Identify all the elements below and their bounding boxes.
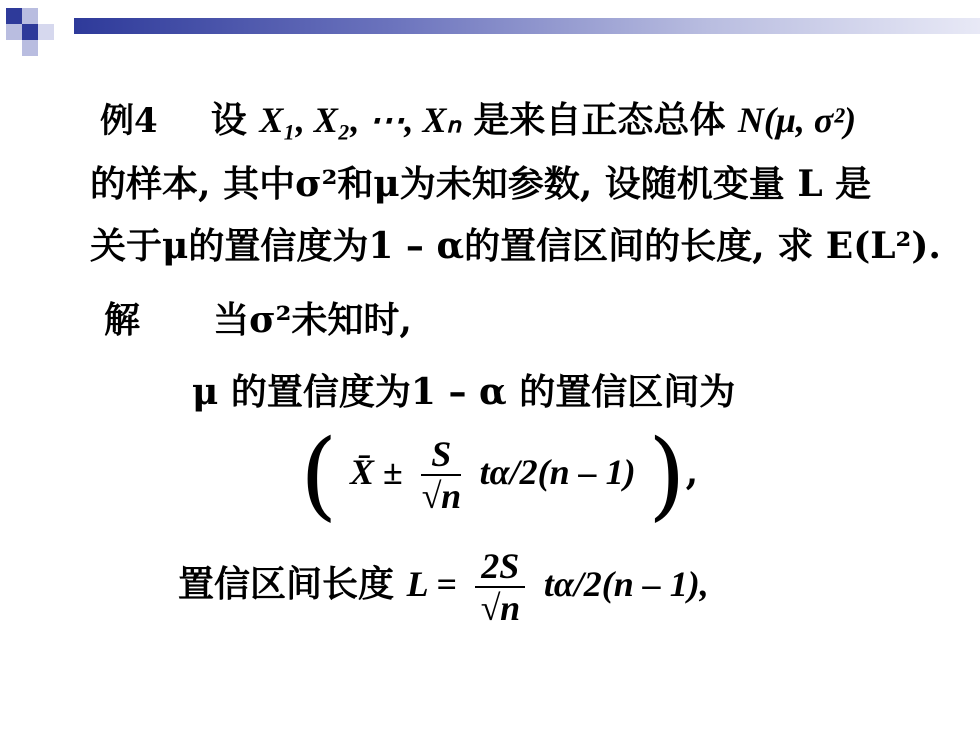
example-label: 例4 [100,101,158,141]
example-line-3 [90,222,941,270]
solution-text: 当σ²未知时, [213,299,412,341]
interval-fraction [421,434,461,516]
length-fraction [475,546,525,628]
solution-text: μ 的置信度为1 – α 的置信区间为 [192,371,736,413]
corner-square-dark [6,8,22,24]
length-prefix: 置信区间长度 [178,563,395,605]
length-var: L = [406,564,457,604]
corner-square-light [22,8,38,24]
length-rhs: tα/2(n – 1), [543,564,709,604]
fraction-denominator: √n [480,588,521,628]
normal-population: N(μ, σ²) [737,100,857,140]
example-text: 关于μ的置信度为1 – α的置信区间的长度, 求 E(L²). [90,225,941,267]
fraction-denominator: √n [421,476,462,516]
example-text: 是来自正态总体 [473,99,726,141]
corner-square-dark [22,24,38,40]
interval-formula: ( X̄ ± $\frac{S}{√n}$ tα/2(n – 1) ), [300,419,699,531]
solution-line-2 [192,368,735,416]
sample-variables: X₁, X₂, ⋯, Xₙ [259,100,461,140]
length-formula [178,544,709,628]
interval-lhs: X̄ ± [350,452,403,492]
example-line-2 [90,160,871,208]
fraction-numerator: 2S [475,546,525,588]
example-line-1 [100,96,856,145]
header-bar [74,18,980,34]
example-text: 的样本, 其中σ²和μ为未知参数, 设随机变量 L 是 [90,163,872,205]
example-text: 设 [210,99,247,141]
fraction-numerator: S [421,434,461,476]
solution-label: 解 [104,299,141,341]
corner-square-light [38,24,54,40]
corner-square-light [6,24,22,40]
solution-line-1 [104,296,412,344]
corner-square-light [22,40,38,56]
interval-tail: , [685,451,699,493]
interval-rhs: tα/2(n – 1) [479,452,636,492]
